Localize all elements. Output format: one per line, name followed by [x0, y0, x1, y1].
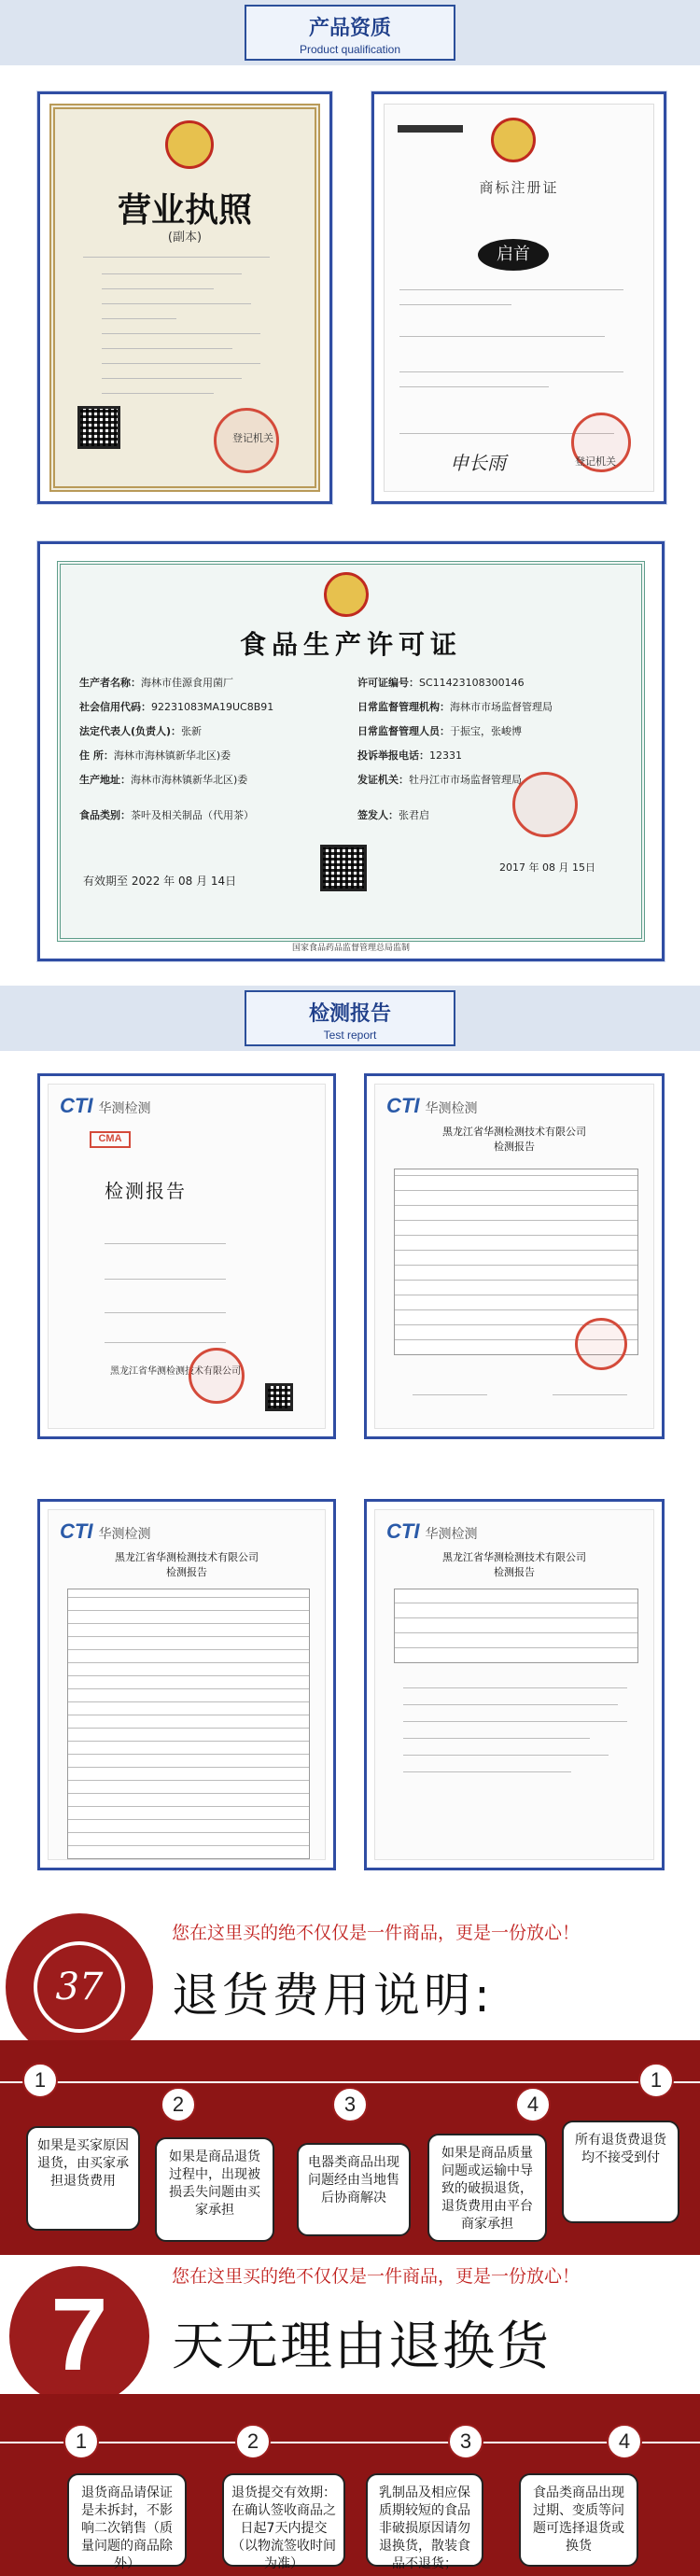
step-number: 1: [22, 2063, 58, 2098]
report-table: [67, 1589, 310, 1859]
license-subtitle: (副本): [167, 231, 203, 245]
cti-logo: CTI 华测检测: [386, 1094, 478, 1117]
report-table: [394, 1589, 638, 1663]
refund-card-3: 电器类商品出现问题经由当地售后协商解决: [297, 2143, 411, 2236]
trademark-title: 商标注册证: [479, 179, 559, 196]
cma-mark: CMA: [90, 1131, 131, 1148]
seven-badge: 7: [9, 2266, 149, 2406]
step-number: 4: [515, 2087, 551, 2122]
report-title: 检测报告: [494, 1141, 535, 1153]
trademark-certificate: [384, 104, 654, 492]
national-emblem-icon: [491, 118, 536, 162]
cti-logo: CTI 华测检测: [60, 1094, 151, 1117]
field-row: 投诉举报电话：12331: [357, 749, 462, 762]
official-seal: [575, 1318, 627, 1370]
step-number: 2: [161, 2087, 196, 2122]
report-company: 黑龙江省华测检测技术有限公司: [110, 1366, 241, 1377]
section-title-qualification: [245, 5, 455, 61]
food-license: [57, 561, 645, 953]
field-row: 许可证编号：SC11423108300146: [357, 677, 525, 689]
business-license-frame: [37, 91, 332, 504]
refund-title: 退货费用说明:: [172, 1968, 494, 2023]
food-license-frame: [37, 541, 665, 961]
field-row: 食品类别：茶叶及相关制品（代用茶）: [79, 809, 254, 821]
seven-card-1: 退货商品请保证是未拆封，不影响二次销售（质量问题的商品除外）: [67, 2473, 187, 2567]
field-row: 生产地址：海林市海林镇新华北区)委: [79, 774, 248, 786]
field-row: 签发人：张君启: [357, 809, 429, 821]
cti-logo: CTI 华测检测: [60, 1519, 151, 1543]
step-number: 4: [607, 2424, 642, 2459]
field-row: 生产者名称：海林市佳源食用菌厂: [79, 677, 233, 689]
section-title-zh: 检测报告: [308, 1002, 391, 1026]
seven-card-4: 食品类商品出现过期、变质等问题可选择退货或换货: [519, 2473, 638, 2567]
test-report-2: [364, 1073, 665, 1439]
badge-37-icon: 37: [6, 1913, 153, 2061]
slogan: 您在这里买的绝不仅仅是一件商品，更是一份放心！: [172, 2266, 581, 2287]
report-qr-code: [265, 1383, 293, 1411]
food-license-qr-code: [320, 845, 367, 891]
cti-logo: CTI 华测检测: [386, 1519, 478, 1543]
report-company: 黑龙江省华测检测技术有限公司: [442, 1126, 586, 1138]
seven-title: 天无理由退换货: [172, 2317, 551, 2377]
national-emblem-icon: [165, 120, 214, 169]
section-title-zh: 产品资质: [308, 17, 391, 40]
business-license: [49, 104, 320, 492]
trademark-certificate-frame: [371, 91, 666, 504]
official-seal: [512, 772, 578, 837]
issue-date: 2017 年 08 月 15日: [499, 861, 595, 874]
step-number: 1: [63, 2424, 99, 2459]
report-title: 检测报告: [105, 1180, 187, 1202]
step-number: 1: [638, 2063, 674, 2098]
signature: 申长雨: [450, 452, 506, 474]
field-row: 发证机关：牡丹江市市场监督管理局: [357, 774, 522, 786]
trademark-footer: 登记机关: [575, 455, 616, 468]
test-report-4: [364, 1499, 665, 1870]
field-row: 日常监督管理人员：于振宝，张峻博: [357, 725, 522, 737]
slogan: 您在这里买的绝不仅仅是一件商品，更是一份放心！: [172, 1923, 581, 1943]
refund-card-1: 如果是买家原因退货，由买家承担退货费用: [26, 2126, 140, 2231]
step-number: 3: [332, 2087, 368, 2122]
seven-card-2: 退货提交有效期：在确认签收商品之日起7天内提交（以物流签收时间为准）: [222, 2473, 345, 2567]
refund-card-2: 如果是商品退货过程中，出现被损丢失问题由买家承担: [155, 2137, 274, 2242]
refund-card-4: 如果是商品质量问题或运输中导致的破损退货，退货费用由平台商家承担: [427, 2134, 547, 2242]
official-seal: [189, 1348, 245, 1404]
report-company: 黑龙江省华测检测技术有限公司: [115, 1551, 259, 1563]
brand-logo: 启首: [478, 239, 549, 271]
field-row: 社会信用代码：92231083MA19UC8B91: [79, 701, 274, 713]
license-title: 营业执照: [117, 190, 252, 230]
test-report-1: [37, 1073, 336, 1439]
field-row: 住 所：海林市海林镇新华北区)委: [79, 749, 231, 762]
validity: 有效期至 2022 年 08 月 14日: [83, 875, 237, 888]
section-title-test-report: [245, 990, 455, 1046]
national-emblem-icon: [324, 572, 369, 617]
step-number: 3: [448, 2424, 483, 2459]
food-license-footer: 国家食品药品监督管理总局监制: [291, 944, 410, 953]
refund-card-5: 所有退货费退货均不接受到付: [562, 2121, 679, 2223]
report-company: 黑龙江省华测检测技术有限公司: [442, 1551, 586, 1563]
field-row: 法定代表人(负责人)：张新: [79, 725, 203, 737]
report-title: 检测报告: [166, 1566, 207, 1578]
report-title: 检测报告: [494, 1566, 535, 1578]
step-number: 2: [235, 2424, 271, 2459]
field-row: 日常监督管理机构：海林市市场监督管理局: [357, 701, 553, 713]
seven-card-3: 乳制品及相应保质期较短的食品非破损原因请勿退换货，散装食品不退货；: [366, 2473, 483, 2567]
test-report-3: [37, 1499, 336, 1870]
section-title-en: Test report: [323, 1029, 377, 1042]
food-license-title: 食品生产许可证: [239, 629, 462, 660]
license-qr-code: [77, 406, 120, 449]
section-title-en: Product qualification: [299, 43, 401, 56]
license-footer: 登记机关: [232, 432, 273, 444]
